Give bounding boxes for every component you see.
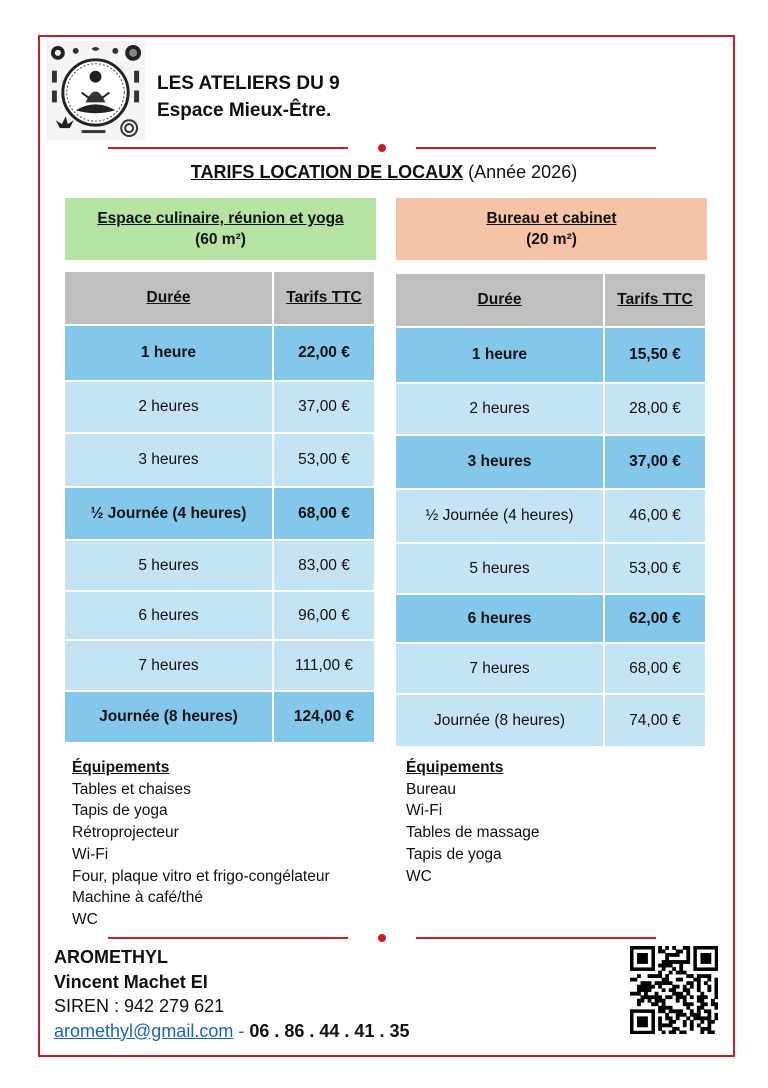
top-divider <box>108 141 656 155</box>
row-price: 37,00 € <box>605 436 705 488</box>
space-name: Espace culinaire, réunion et yoga <box>97 210 344 227</box>
row-price: 46,00 € <box>605 490 705 542</box>
meditation-logo-icon <box>46 41 145 140</box>
row-duration: 1 heure <box>65 326 272 380</box>
table-row <box>396 490 705 542</box>
contact-block <box>54 945 409 1043</box>
equipment-heading: Équipements <box>406 759 504 776</box>
table-row <box>65 641 374 690</box>
list-item: Wi-Fi <box>406 802 443 820</box>
list-item: WC <box>72 910 98 928</box>
table-row <box>65 434 374 486</box>
column-header-price: Tarifs TTC <box>605 274 705 326</box>
table-row <box>65 326 374 380</box>
tarif-table-culinaire <box>63 270 376 744</box>
page-title <box>0 162 768 183</box>
row-duration: Journée (8 heures) <box>65 692 272 742</box>
list-item: Wi-Fi <box>72 845 109 863</box>
table-row <box>65 382 374 432</box>
row-duration: 3 heures <box>396 436 603 488</box>
row-duration: 5 heures <box>396 544 603 593</box>
row-price: 37,00 € <box>274 382 374 432</box>
list-item: WC <box>406 867 432 885</box>
contact-line <box>54 1019 409 1044</box>
table-row <box>65 692 374 742</box>
siren-number: SIREN : 942 279 621 <box>54 996 225 1016</box>
row-price: 83,00 € <box>274 541 374 590</box>
contact-person: Vincent Machet EI <box>54 971 208 992</box>
table-row <box>396 384 705 434</box>
row-duration: 7 heures <box>396 644 603 693</box>
phone-number: 06 . 86 . 44 . 41 . 35 <box>249 1020 410 1041</box>
company-name: AROMETHYL <box>54 947 168 967</box>
row-duration: ½ Journée (4 heures) <box>65 488 272 539</box>
row-price: 111,00 € <box>274 641 374 690</box>
table-row <box>396 436 705 488</box>
list-item: Bureau <box>406 780 456 798</box>
row-price: 74,00 € <box>605 695 705 746</box>
row-price: 68,00 € <box>605 644 705 693</box>
row-duration: 2 heures <box>396 384 603 434</box>
table-row <box>65 541 374 590</box>
space-header-culinaire <box>65 198 376 260</box>
row-price: 62,00 € <box>605 595 705 642</box>
page-title-year: (Année 2026) <box>468 162 578 182</box>
row-price: 22,00 € <box>274 326 374 380</box>
list-item: Four, plaque vitro et frigo-congélateur <box>72 867 330 885</box>
space-size: (60 m²) <box>195 231 246 248</box>
row-duration: 1 heure <box>396 328 603 382</box>
list-item: Tapis de yoga <box>72 802 168 820</box>
brand-line-1: LES ATELIERS DU 9 <box>157 73 340 94</box>
table-row <box>396 544 705 593</box>
list-item: Tables de massage <box>406 824 540 842</box>
column-header-duration: Durée <box>65 272 272 324</box>
table-row <box>396 328 705 382</box>
table-row <box>396 595 705 642</box>
contact-separator: - <box>238 1020 245 1041</box>
tarif-table-bureau <box>394 272 707 748</box>
column-header-price: Tarifs TTC <box>274 272 374 324</box>
space-size: (20 m²) <box>526 231 577 248</box>
equipment-list-culinaire <box>72 757 330 931</box>
row-duration: 2 heures <box>65 382 272 432</box>
equipment-heading: Équipements <box>72 759 170 776</box>
table-row <box>396 644 705 693</box>
table-row <box>65 488 374 539</box>
equipment-list-bureau <box>406 757 540 887</box>
bottom-divider <box>108 931 656 945</box>
table-row <box>65 592 374 639</box>
row-price: 68,00 € <box>274 488 374 539</box>
row-price: 28,00 € <box>605 384 705 434</box>
list-item: Tables et chaises <box>72 780 191 798</box>
row-duration: 3 heures <box>65 434 272 486</box>
qr-code-icon <box>630 946 718 1034</box>
row-duration: 6 heures <box>65 592 272 639</box>
column-header-duration: Durée <box>396 274 603 326</box>
list-item: Machine à café/thé <box>72 889 203 907</box>
brand-line-2: Espace Mieux-Être. <box>157 100 332 121</box>
space-name: Bureau et cabinet <box>486 210 617 227</box>
row-duration: Journée (8 heures) <box>396 695 603 746</box>
list-item: Tapis de yoga <box>406 845 502 863</box>
space-header-bureau <box>396 198 707 260</box>
list-item: Rétroprojecteur <box>72 824 179 842</box>
row-duration: ½ Journée (4 heures) <box>396 490 603 542</box>
page-title-main: TARIFS LOCATION DE LOCAUX <box>190 162 464 182</box>
row-price: 15,50 € <box>605 328 705 382</box>
brand-title <box>157 70 340 124</box>
row-duration: 5 heures <box>65 541 272 590</box>
email-link[interactable]: aromethyl@gmail.com <box>54 1020 234 1041</box>
row-price: 124,00 € <box>274 692 374 742</box>
table-row <box>396 695 705 746</box>
row-price: 53,00 € <box>605 544 705 593</box>
row-duration: 6 heures <box>396 595 603 642</box>
row-duration: 7 heures <box>65 641 272 690</box>
row-price: 53,00 € <box>274 434 374 486</box>
row-price: 96,00 € <box>274 592 374 639</box>
